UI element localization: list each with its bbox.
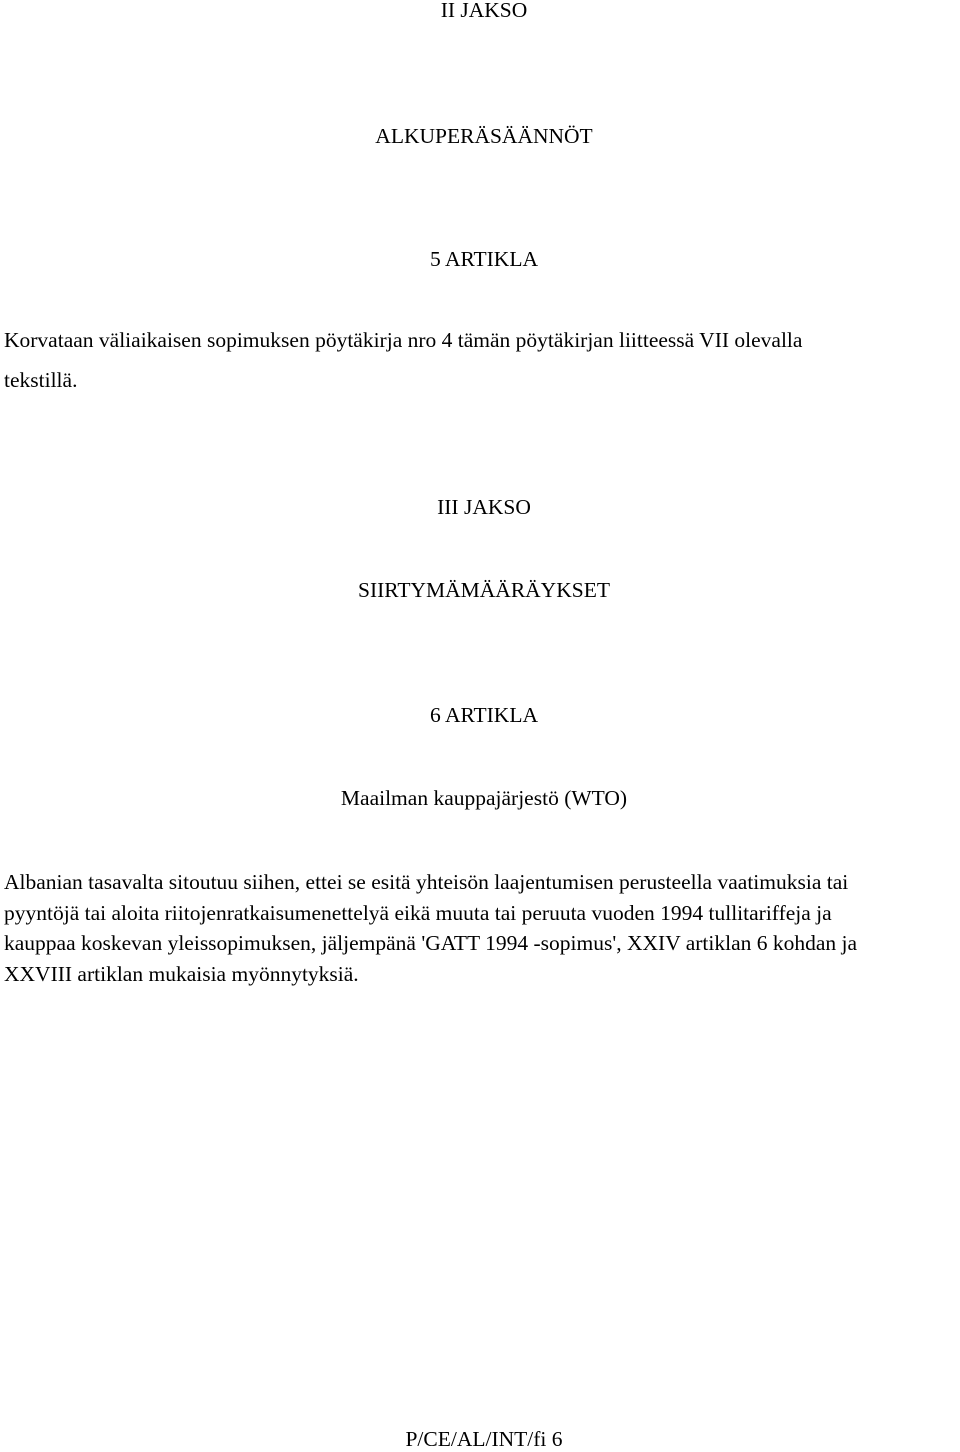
article-heading-5: 5 ARTIKLA: [430, 247, 538, 271]
article-heading-6: 6 ARTIKLA: [430, 703, 538, 727]
paragraph-line: XXVIII artiklan mukaisia myönnytyksiä.: [4, 961, 359, 986]
section-title-alkuperasaannot: ALKUPERÄSÄÄNNÖT: [375, 124, 593, 148]
article-6-title: Maailman kauppajärjestö (WTO): [340, 786, 628, 810]
paragraph-line: Korvataan väliaikaisen sopimuksen pöytäkirja nro 4 tämän pöytäkirjan liitteessä VII olevalla: [4, 328, 803, 352]
article-5-paragraph: [4, 330, 960, 410]
section-title-siirtymamaaraykset: SIIRTYMÄMÄÄRÄYKSET: [358, 578, 610, 602]
paragraph-line: pyyntöjä tai aloita riitojenratkaisumenettelyä eikä muuta tai peruuta vuoden 1994 tullitariffeja ja: [4, 900, 832, 925]
paragraph-line: Albanian tasavalta sitoutuu siihen, ettei se esitä yhteisön laajentumisen perusteella vaatimuksia tai: [4, 870, 849, 894]
section-heading-ii-jakso: II JAKSO: [440, 0, 528, 22]
paragraph-line: tekstillä.: [4, 368, 78, 392]
section-heading-iii-jakso: III JAKSO: [437, 495, 531, 519]
paragraph-line: kauppaa koskevan yleissopimuksen, jäljempänä 'GATT 1994 -sopimus', XXIV artiklan 6 kohdan ja: [4, 931, 858, 955]
article-6-paragraph: [4, 872, 960, 994]
page-footer-reference: P/CE/AL/INT/fi 6: [405, 1427, 563, 1451]
